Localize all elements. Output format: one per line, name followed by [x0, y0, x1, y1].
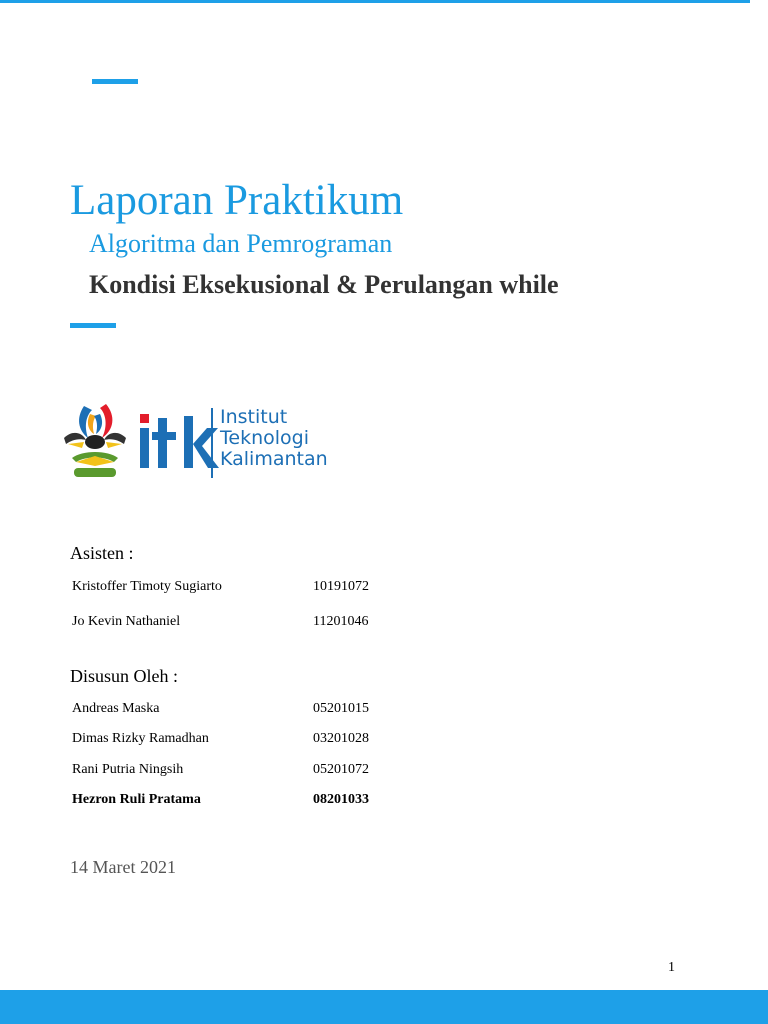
person-id: 03201028 — [313, 731, 369, 746]
person-id: 08201033 — [313, 792, 369, 807]
page-number: 1 — [668, 960, 675, 975]
person-name: Andreas Maska — [72, 701, 160, 716]
accent-bar-middle — [70, 323, 116, 328]
author-row — [72, 700, 492, 718]
author-row — [72, 730, 492, 748]
institution-name-line-1: Institut — [220, 406, 288, 428]
itk-letters-icon — [140, 414, 219, 468]
person-name: Hezron Ruli Pratama — [72, 792, 201, 807]
person-id: 10191072 — [313, 579, 369, 594]
author-row-highlighted — [72, 791, 492, 809]
institution-name-line-3: Kalimantan — [220, 448, 328, 470]
report-date: 14 Maret 2021 — [70, 857, 176, 877]
top-rule — [0, 0, 750, 3]
asisten-row — [72, 578, 492, 596]
accent-bar-top — [92, 79, 138, 84]
institution-name-line-2: Teknologi — [220, 427, 309, 449]
report-title: Laporan Praktikum — [70, 177, 404, 224]
person-name: Dimas Rizky Ramadhan — [72, 731, 209, 746]
institution-name — [220, 407, 328, 470]
hornbill-emblem-icon — [64, 404, 126, 477]
author-row — [72, 761, 492, 779]
disusun-heading: Disusun Oleh : — [70, 666, 178, 686]
report-subtitle: Algoritma dan Pemrograman — [89, 229, 393, 258]
asisten-row — [72, 613, 492, 631]
person-id: 05201015 — [313, 701, 369, 716]
person-id: 05201072 — [313, 762, 369, 777]
bottom-band — [0, 990, 768, 1024]
person-name: Kristoffer Timoty Sugiarto — [72, 579, 222, 594]
report-topic: Kondisi Eksekusional & Perulangan while — [89, 270, 559, 299]
person-id: 11201046 — [313, 614, 369, 629]
person-name: Rani Putria Ningsih — [72, 762, 184, 777]
asisten-heading: Asisten : — [70, 543, 134, 563]
logo-divider — [211, 408, 213, 478]
person-name: Jo Kevin Nathaniel — [72, 614, 181, 629]
